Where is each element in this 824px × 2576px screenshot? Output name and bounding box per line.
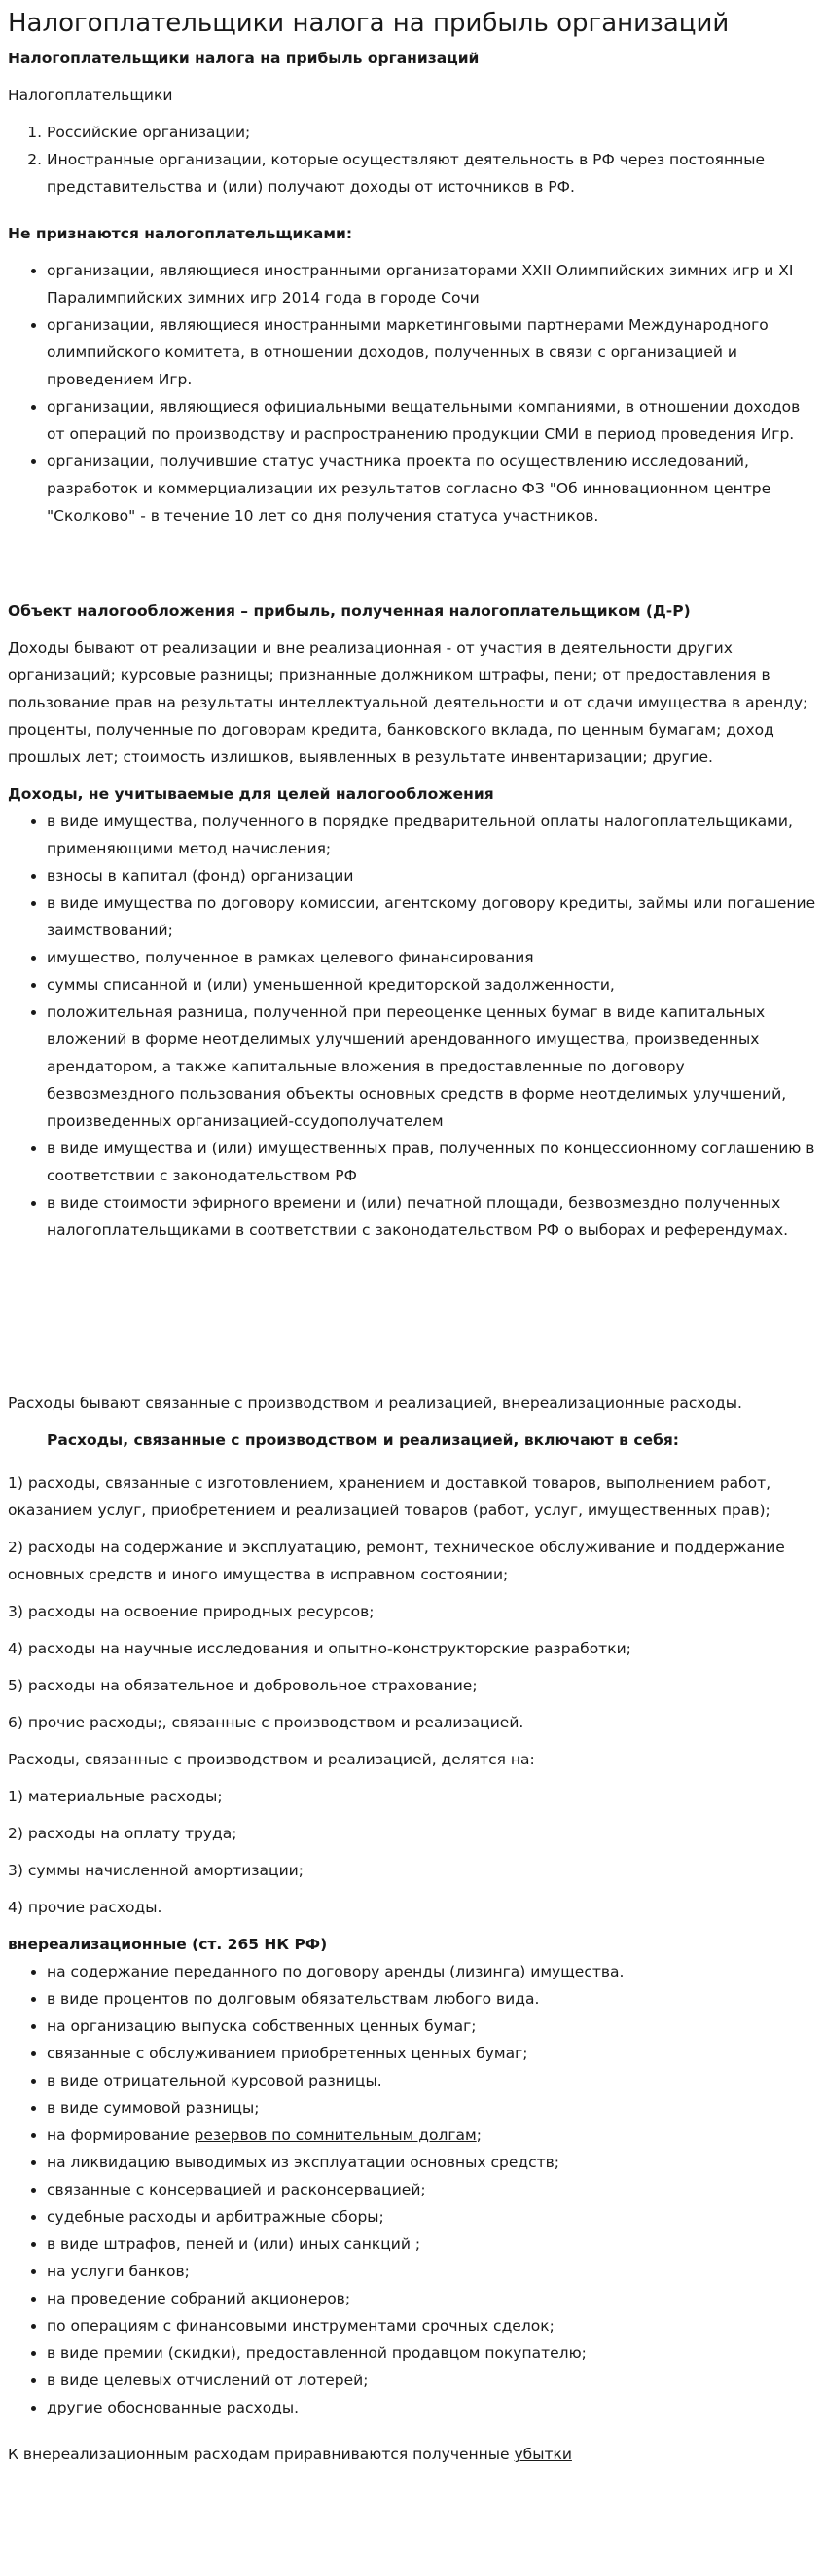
payers-label: Налогоплательщики xyxy=(8,87,173,104)
production-item: 6) прочие расходы;, связанные с производством и реализацией. xyxy=(8,1714,524,1731)
list-item: • другие обоснованные расходы. xyxy=(47,2394,816,2421)
list-item: • организации, являющиеся иностранными организаторами XXII Олимпийских зимних игр и XI Паралимпийских зимних игр 2014 года в городе Сочи xyxy=(47,257,816,311)
list-item: • в виде отрицательной курсовой разницы. xyxy=(47,2067,816,2094)
production-item: 3) расходы на освоение природных ресурсов; xyxy=(8,1603,375,1620)
income-text: Доходы бывают от реализации и вне реализационная - от участия в деятельности других организаций; курсовые разницы; признанные должником штрафы, пени; от предоставления в пользование прав на результаты интеллектуальной деятельности и от сдачи имущества в аренду; проценты, полученные по договорам кредита, банковского вклада, по ценным бумагам; доход прошлых лет; стоимость излишков, выявленных в результате инвентаризации; другие. xyxy=(8,639,808,766)
list-item: • в виде премии (скидки), предоставленной продавцом покупателю; xyxy=(47,2340,816,2367)
production-item: 4) расходы на научные исследования и опытно-конструкторские разработки; xyxy=(8,1640,631,1657)
list-item: • в виде процентов по долговым обязательствам любого вида. xyxy=(47,1985,816,2013)
list-item: • на услуги банков; xyxy=(47,2258,816,2285)
nonop-list xyxy=(8,1958,816,2421)
list-item: • имущество, полученное в рамках целевого финансирования xyxy=(47,944,816,971)
list-item: • в виде имущества по договору комиссии, агентскому договору кредиты, займы или погашение заимствований; xyxy=(47,889,816,944)
list-item: • в виде стоимости эфирного времени и (или) печатной площади, безвозмездно полученных налогоплательщиками в соответствии с законодательством РФ о выборах и референдумах. xyxy=(47,1189,816,1244)
division-intro: Расходы, связанные с производством и реализацией, делятся на: xyxy=(8,1751,535,1768)
list-item xyxy=(47,2122,816,2149)
not-payers-heading: Не признаются налогоплательщиками: xyxy=(8,225,353,242)
division-item: 3) суммы начисленной амортизации; xyxy=(8,1862,304,1879)
reserve-link[interactable]: резервов по сомнительным долгам xyxy=(194,2126,477,2144)
production-item: 1) расходы, связанные с изготовлением, хранением и доставкой товаров, выполнением работ, оказанием услуг, приобретением и реализацией товаров (работ, услуг, имущественных прав); xyxy=(8,1474,771,1519)
division-item: 2) расходы на оплату труда; xyxy=(8,1825,237,1842)
page-title: Налогоплательщики налога на прибыль организаций xyxy=(8,9,730,38)
list-item: • связанные с обслуживанием приобретенных ценных бумаг; xyxy=(47,2040,816,2067)
not-payers-list xyxy=(8,257,816,529)
list-item: • на ликвидацию выводимых из эксплуатации основных средств; xyxy=(47,2149,816,2176)
list-item: • положительная разница, полученной при переоценке ценных бумаг в виде капитальных вложений в форме неотделимых улучшений арендованного имущества, произведенных арендатором, а также капитальные вложения в предоставленные по договору безвозмездного пользования объекты основных средств в форме неотделимых улучшений, произведенных организацией-ссудополучателем xyxy=(47,998,816,1135)
list-item: • по операциям с финансовыми инструментами срочных сделок; xyxy=(47,2312,816,2340)
list-item: • организации, являющиеся официальными вещательными компаниями, в отношении доходов от операций по производству и распространению продукции СМИ в период проведения Игр. xyxy=(47,393,816,448)
losses-link[interactable]: убытки xyxy=(514,2446,572,2463)
production-item: 5) расходы на обязательное и добровольное страхование; xyxy=(8,1677,478,1694)
list-item: • на содержание переданного по договору аренды (лизинга) имущества. xyxy=(47,1958,816,1985)
production-item: 2) расходы на содержание и эксплуатацию, ремонт, техническое обслуживание и поддержание основных средств и иного имущества в исправном состоянии; xyxy=(8,1539,785,1583)
list-item: • взносы в капитал (фонд) организации xyxy=(47,862,816,889)
list-item: • в виде штрафов, пеней и (или) иных санкций ; xyxy=(47,2231,816,2258)
list-item: • в виде имущества и (или) имущественных прав, полученных по концессионному соглашению в соответствии с законодательством РФ xyxy=(47,1135,816,1189)
list-item: 2. Иностранные организации, которые осуществляют деятельность в РФ через постоянные представительства и (или) получают доходы от источников в РФ. xyxy=(47,146,816,200)
list-item: • в виде суммовой разницы; xyxy=(47,2094,816,2122)
production-heading: Расходы, связанные с производством и реализацией, включают в себя: xyxy=(47,1432,679,1449)
excluded-list xyxy=(8,808,816,1244)
losses-line xyxy=(8,2441,816,2468)
list-item: • организации, являющиеся иностранными маркетинговыми партнерами Международного олимпийского комитета, в отношении доходов, полученных в связи с организацией и проведением Игр. xyxy=(47,311,816,393)
list-item: • судебные расходы и арбитражные сборы; xyxy=(47,2203,816,2231)
nonop-heading: внереализационные (ст. 265 НК РФ) xyxy=(8,1936,328,1953)
list-item: • в виде целевых отчислений от лотерей; xyxy=(47,2367,816,2394)
list-item: • в виде имущества, полученного в порядке предварительной оплаты налогоплательщиками, применяющими метод начисления; xyxy=(47,808,816,862)
expenses-intro: Расходы бывают связанные с производством и реализацией, внереализационные расходы. xyxy=(8,1395,742,1412)
list-item: 1. Российские организации; xyxy=(47,119,816,146)
list-item: • суммы списанной и (или) уменьшенной кредиторской задолженности, xyxy=(47,971,816,998)
subtitle: Налогоплательщики налога на прибыль организаций xyxy=(8,50,480,67)
division-item: 1) материальные расходы; xyxy=(8,1788,223,1805)
list-item: • на организацию выпуска собственных ценных бумаг; xyxy=(47,2013,816,2040)
list-item: • на проведение собраний акционеров; xyxy=(47,2285,816,2312)
reserve-suffix: ; xyxy=(476,2126,482,2144)
reserve-prefix: на формирование xyxy=(47,2126,195,2144)
payers-list xyxy=(8,119,816,200)
excluded-heading: Доходы, не учитываемые для целей налогообложения xyxy=(8,785,494,803)
division-item: 4) прочие расходы. xyxy=(8,1899,162,1916)
list-item: • связанные с консервацией и расконсервацией; xyxy=(47,2176,816,2203)
list-item: • организации, получившие статус участника проекта по осуществлению исследований, разработок и коммерциализации их результатов согласно ФЗ "Об инновационном центре "Сколково" - в течение 10 лет со дня получения статуса участников. xyxy=(47,448,816,529)
losses-prefix: К внереализационным расходам приравниваются полученные xyxy=(8,2446,515,2463)
object-heading: Объект налогообложения – прибыль, полученная налогоплательщиком (Д-Р) xyxy=(8,602,691,620)
